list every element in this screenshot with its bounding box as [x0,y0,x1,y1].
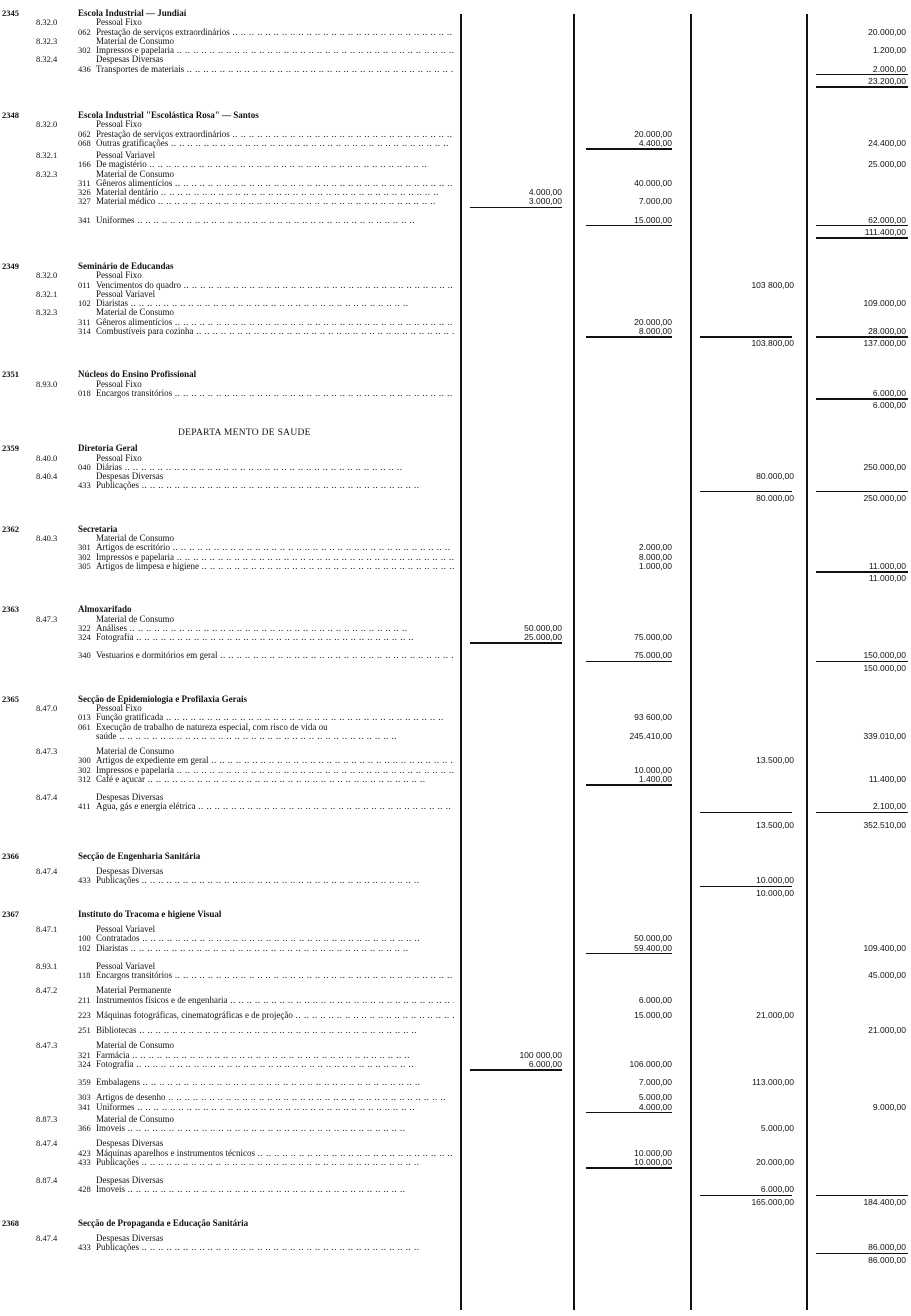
amount-column-2: 7.000,00 [638,196,672,207]
amount-column-2: 15.000,00 [634,1009,672,1020]
section-number: 2363 [2,604,19,615]
budget-line [0,1102,911,1112]
amount-column-2: 10.000,00 [634,1147,672,1158]
amount-column-1: 4.000,00 [528,187,562,197]
amount-column-4: 24.400,00 [868,137,906,148]
budget-line [0,943,911,953]
department-heading: DEPARTA MENTO DE SAUDE [178,428,311,439]
amount-column-3: 21.000,00 [756,1009,794,1020]
amount-column-1: 100 000,00 [519,1049,562,1060]
budget-line [0,1255,911,1265]
item-code: 433 [78,1156,91,1167]
amount-column-4: 1.200,00 [872,45,906,55]
budget-line [0,970,911,980]
amount-column-2: 1.400,00 [638,773,672,784]
item-code: 327 [78,196,91,207]
amount-column-3: 13.500,00 [756,819,794,830]
item-description: Pessoal Fixo [96,452,142,463]
amount-column-4: 45.000,00 [868,970,906,980]
section-number: 2362 [2,523,19,534]
item-code: 211 [78,994,91,1005]
amount-column-2: 6.000,00 [638,994,672,1005]
account-code: 8.40.3 [36,533,58,543]
amount-column-4: 28.000,00 [868,325,906,336]
amount-column-4: 23.200,00 [868,75,906,86]
account-code: 8.47.3 [36,746,58,756]
amount-column-4: 20.000,00 [868,26,906,37]
account-code: 8.32.3 [36,168,58,179]
item-description: Pessoal Fixo [96,270,142,281]
item-description: De magistério .. .. [96,159,454,169]
item-code: 314 [78,325,91,336]
amount-column-3: 20.000,00 [756,1156,794,1167]
budget-line [0,1059,911,1069]
budget-line [0,76,911,86]
item-code: 359 [78,1077,91,1087]
total-rule [816,812,908,814]
amount-column-2: 245.410,00 [629,730,672,741]
amount-column-2: 2.000,00 [638,542,672,553]
item-code: 302 [78,45,91,55]
item-description: Material médico .. .. [96,196,454,206]
account-code: 8.47.4 [36,1138,58,1149]
item-code: 102 [78,942,91,953]
item-code: 301 [78,542,91,553]
amount-column-4: 137.000,00 [863,338,906,348]
amount-column-2: 93 600,00 [634,712,672,723]
amount-column-2: 5.000,00 [638,1092,672,1103]
account-code: 8.32.0 [36,17,58,28]
section-title: Escola Industrial "Escolástica Rosa" — Santos [78,110,259,120]
amount-column-4: 150.000,00 [863,662,906,673]
amount-column-4: 109.400,00 [863,942,906,953]
section-header [0,1218,911,1228]
section-title: Instituto do Tracoma e higiene Visual [78,908,222,919]
item-description: Execução de trabalho de natureza especial, com risco de vida ou [96,721,328,732]
item-code: 311 [78,177,91,188]
item-description: Prestação de serviços extraordinários .. .. [96,27,454,37]
section-number: 2366 [2,850,19,861]
item-description: Publicações .. .. [96,1242,454,1252]
item-code: 324 [78,632,91,642]
amount-column-2: 10.000,00 [634,1156,672,1167]
budget-line [0,888,911,898]
amount-column-4: 62.000,00 [868,214,906,225]
item-code: 303 [78,1092,91,1103]
item-description: Artigos de limpesa e higiene .. .. [96,561,454,571]
item-description: Prestação de serviços extraordinários .. .. [96,129,454,139]
item-code: 061 [78,721,91,732]
budget-line [0,573,911,583]
total-rule [816,86,908,88]
budget-line [0,1197,911,1207]
budget-line [0,64,911,74]
section-number: 2348 [2,110,19,120]
section-number: 2367 [2,908,19,919]
item-description: Instrumentos físicos e de engenharia .. .. [96,995,454,1005]
item-description: Encargos transitórios .. .. [96,388,454,398]
budget-line [0,632,911,642]
amount-column-3: 13.500,00 [756,755,794,766]
amount-column-4: 2.100,00 [872,801,906,812]
item-code: 011 [78,279,91,290]
section-title: Escola Industrial — Jundiaí [78,8,187,18]
budget-line [0,215,911,225]
budget-line [0,663,911,673]
amount-column-3: 10.000,00 [756,875,794,886]
item-description: Despesas Diversas [96,866,164,876]
section-header [0,909,911,919]
item-description: Pessoal Variavel [96,960,156,971]
item-description: Vestuarios e dormitórios em geral .. .. [96,650,454,660]
amount-column-4: 250.000,00 [863,461,906,472]
item-description: Embalagens .. .. [96,1077,454,1087]
account-code: 8.87.4 [36,1175,58,1185]
amount-column-4: 352.510,00 [863,819,906,830]
section-title: Secção de Engenharia Sanitária [78,850,201,861]
account-code: 8.40.0 [36,452,58,463]
account-code: 8.47.3 [36,613,58,624]
item-description: Despesas Diversas [96,54,164,65]
section-title: Almoxarifado [78,604,132,615]
item-description: saúde .. .. [96,731,454,741]
total-rule [470,207,562,209]
amount-column-3: 80.000,00 [756,471,794,481]
item-description: Gêneros alimentícios .. .. [96,178,454,188]
item-description: Pessoal Fixo [96,119,142,130]
section-title: Secção de Epidemiologia e Profilaxia Gerais [78,693,248,704]
item-description: Material de Consumo [96,168,174,179]
item-description: Máquinas fotográficas, cinematográficas e de projeção .. .. [96,1010,454,1020]
item-description: Publicações .. .. [96,480,454,490]
item-description: Fotografia .. .. [96,632,454,642]
item-description: Material de Consumo [96,533,174,543]
item-description: Transportes de materiais .. .. [96,64,454,74]
item-code: 102 [78,298,91,308]
item-description: Impressos e papelaria .. .. [96,765,454,775]
item-description: Impressos e papelaria .. .. [96,552,454,562]
amount-column-1: 50.000,00 [524,622,562,633]
amount-column-2: 4.000,00 [638,1101,672,1112]
item-description: Agua, gás e energia elétrica .. .. [96,801,454,811]
total-rule [816,237,908,239]
item-description: Artigos de desenho .. .. [96,1092,454,1102]
item-description: Material de Consumo [96,1040,174,1051]
budget-line [0,388,911,398]
item-description: Uniformes .. .. [96,215,454,225]
budget-line [0,1025,911,1035]
item-description: Material Permanente [96,985,172,996]
item-description: Café e açucar .. .. [96,774,454,784]
item-description: Material de Consumo [96,613,174,624]
item-description: Pessoal Fixo [96,17,142,28]
amount-column-2: 59.400,00 [634,942,672,953]
item-code: 311 [78,316,91,327]
item-code: 118 [78,970,91,980]
budget-line [0,801,911,811]
amount-column-4: 339.010,00 [863,730,906,741]
item-code: 411 [78,801,91,812]
amount-column-2: 75.000,00 [634,632,672,642]
item-description: Outras gratificações .. .. [96,138,454,148]
item-description: Diaristas .. .. [96,943,454,953]
item-code: 223 [78,1009,91,1020]
amount-column-2: 20.000,00 [634,316,672,327]
item-description: Pessoal Variavel [96,288,156,299]
amount-column-4: 184.400,00 [863,1196,906,1207]
amount-column-3: 6.000,00 [760,1184,794,1195]
account-code: 8.32.1 [36,288,58,299]
section-title: Secção de Propaganda e Educação Sanitária [78,1217,249,1228]
amount-column-4: 9.000,00 [872,1101,906,1112]
account-code: 8.47.4 [36,866,58,876]
item-description: Encargos transitórios .. .. [96,970,454,980]
amount-column-3: 103.800,00 [751,338,794,348]
amount-column-3: 103 800,00 [751,279,794,290]
budget-line [0,326,911,336]
budget-line [0,400,911,410]
item-code: 013 [78,712,91,723]
item-code: 433 [78,480,91,491]
amount-column-3: 165.000,00 [751,1196,794,1207]
budget-line [0,731,911,741]
total-rule [470,642,562,644]
item-description: Fotografia .. .. [96,1059,454,1069]
account-code: 8.32.0 [36,270,58,281]
budget-line [0,493,911,503]
budget-line [0,1123,911,1133]
item-description: Diárias .. .. [96,462,454,472]
budget-line [0,561,911,571]
total-rule [586,784,672,786]
item-code: 428 [78,1184,91,1195]
amount-column-4: 11.000,00 [868,560,906,571]
amount-column-2: 10.000,00 [634,764,672,775]
budget-line [0,1010,911,1020]
amount-column-4: 86.000,00 [868,1254,906,1265]
amount-column-4: 86.000,00 [868,1242,906,1253]
total-rule [700,812,792,814]
account-code: 8.47.4 [36,1233,58,1243]
item-description: Contratados .. .. [96,933,454,943]
item-description: Despesas Diversas [96,1175,164,1185]
amount-column-4: 250.000,00 [863,492,906,503]
account-code: 8.32.0 [36,119,58,130]
item-description: Publicações .. .. [96,1157,454,1167]
amount-column-2: 20.000,00 [634,128,672,139]
item-description: Despesas Diversas [96,1233,164,1243]
item-code: 436 [78,63,91,74]
budget-line [0,138,911,148]
item-code: 302 [78,764,91,775]
item-description: Material de Consumo [96,307,174,318]
amount-column-1: 3.000,00 [528,196,562,207]
item-code: 018 [78,387,91,398]
item-code: 312 [78,773,91,784]
item-code: 321 [78,1049,91,1060]
account-code: 8.47.2 [36,985,58,996]
budget-line [0,774,911,784]
amount-column-4: 6.000,00 [872,400,906,410]
account-code: 8.40.4 [36,471,58,481]
item-description: Despesas Diversas [96,792,164,802]
item-description: Material dentário .. .. [96,187,454,197]
total-rule [586,953,672,955]
item-description: Material de Consumo [96,746,174,756]
account-code: 8.32.4 [36,54,58,65]
section-title: Secretaria [78,523,118,534]
item-description: Uniformes .. .. [96,1102,454,1112]
item-description: Imoveis .. .. [96,1184,454,1194]
section-number: 2359 [2,443,19,454]
item-description: Impressos e papelaria .. .. [96,45,454,55]
budget-line [0,1077,911,1087]
section-number: 2351 [2,369,19,380]
account-code: 8.32.1 [36,150,58,160]
account-code: 8.47.0 [36,703,58,713]
amount-column-2: 8.000,00 [638,325,672,336]
item-description: Material de Consumo [96,35,174,46]
amount-column-2: 15.000,00 [634,214,672,225]
item-description: Despesas Diversas [96,471,164,481]
amount-column-4: 2.000,00 [872,63,906,74]
item-code: 324 [78,1058,91,1069]
item-description: Combustíveis para cozinha .. .. [96,326,454,336]
amount-column-2: 75.000,00 [634,650,672,661]
amount-column-4: 6.000,00 [872,387,906,398]
amount-column-3: 10.000,00 [756,887,794,898]
account-code: 8.32.3 [36,35,58,46]
amount-column-2: 4.400,00 [638,137,672,148]
item-description: Análises .. .. [96,623,454,633]
item-description: Imoveis .. .. [96,1123,454,1133]
account-code: 8.47.4 [36,792,58,802]
item-description: Despesas Diversas [96,1138,164,1149]
item-description: Pessoal Fixo [96,378,142,389]
item-code: 251 [78,1025,91,1035]
item-description: Máquinas aparelhos e instrumentos técnicos .. .. [96,1148,454,1158]
budget-line [0,1184,911,1194]
amount-column-4: 11.000,00 [868,573,906,583]
item-code: 341 [78,1101,91,1112]
amount-column-3: 5.000,00 [760,1123,794,1133]
budget-line [0,995,911,1005]
amount-column-2: 40.000,00 [634,177,672,188]
account-code: 8.47.1 [36,924,58,934]
amount-column-4: 11.400,00 [868,773,906,784]
item-description: Bibliotecas .. .. [96,1025,454,1035]
section-number: 2368 [2,1217,19,1228]
item-code: 366 [78,1123,91,1133]
item-code: 062 [78,26,91,37]
item-code: 326 [78,187,91,197]
item-code: 322 [78,622,91,633]
amount-column-2: 1.000,00 [638,560,672,571]
amount-column-4: 25.000,00 [868,159,906,170]
item-code: 068 [78,137,91,148]
account-code: 8.47.3 [36,1040,58,1051]
amount-column-2: 50.000,00 [634,933,672,944]
section-title: Diretoria Geral [78,443,138,454]
section-number: 2349 [2,261,19,271]
item-code: 062 [78,128,91,139]
item-code: 305 [78,560,91,571]
item-description: Pessoal Variavel [96,924,156,934]
amount-column-3: 113.000,00 [752,1077,794,1087]
item-code: 340 [78,650,91,661]
budget-line [0,196,911,206]
item-description: Função gratificada .. .. [96,712,454,722]
item-description: Pessoal Variavel [96,150,156,160]
budget-line [0,820,911,830]
item-description: Farmácia .. .. [96,1050,454,1060]
item-description: Gêneros alimentícios .. .. [96,317,454,327]
budget-line [0,650,911,660]
section-number: 2365 [2,693,19,704]
amount-column-4: 111.400,00 [864,226,906,237]
budget-line [0,480,911,490]
item-description: Material de Consumo [96,1113,174,1124]
amount-column-4: 21.000,00 [868,1025,906,1035]
account-code: 8.93.0 [36,378,58,389]
item-description: Artigos de escritório .. .. [96,542,454,552]
amount-column-2: 8.000,00 [638,551,672,562]
item-code: 423 [78,1147,91,1158]
item-code: 300 [78,755,91,766]
budget-line [0,1157,911,1167]
section-title: Seminário de Educandas [78,261,174,271]
total-rule [470,1069,562,1071]
item-code: 166 [78,159,91,170]
amount-column-3: 80.000,00 [756,492,794,503]
item-description: Publicações .. .. [96,875,454,885]
item-code: 302 [78,551,91,562]
section-number: 2345 [2,8,19,18]
amount-column-2: 7.000,00 [638,1077,672,1087]
item-description: Pessoal Fixo [96,703,142,713]
amount-column-1: 25.000,00 [524,632,562,642]
item-code: 341 [78,214,91,225]
item-description: Diaristas .. .. [96,298,454,308]
budget-line [0,227,911,237]
amount-column-2: 106.000,00 [629,1058,672,1069]
item-description: Artigos de expediente em geral .. .. [96,755,454,765]
item-code: 433 [78,1242,91,1253]
amount-column-1: 6.000,00 [528,1058,562,1069]
account-code: 8.87.3 [36,1113,58,1124]
total-rule [586,1167,672,1169]
budget-line [0,1242,911,1252]
amount-column-4: 109.000,00 [863,298,906,308]
account-code: 8.32.3 [36,307,58,318]
item-code: 040 [78,461,91,472]
account-code: 8.93.1 [36,960,58,971]
item-description: Vencimentos do quadro .. .. [96,280,454,290]
item-code: 433 [78,875,91,886]
section-header [0,851,911,861]
amount-column-4: 150.000,00 [863,650,906,661]
item-code: 100 [78,933,91,944]
budget-line [0,338,911,348]
budget-line [0,875,911,885]
section-title: Núcleos do Ensino Profissional [78,369,197,380]
